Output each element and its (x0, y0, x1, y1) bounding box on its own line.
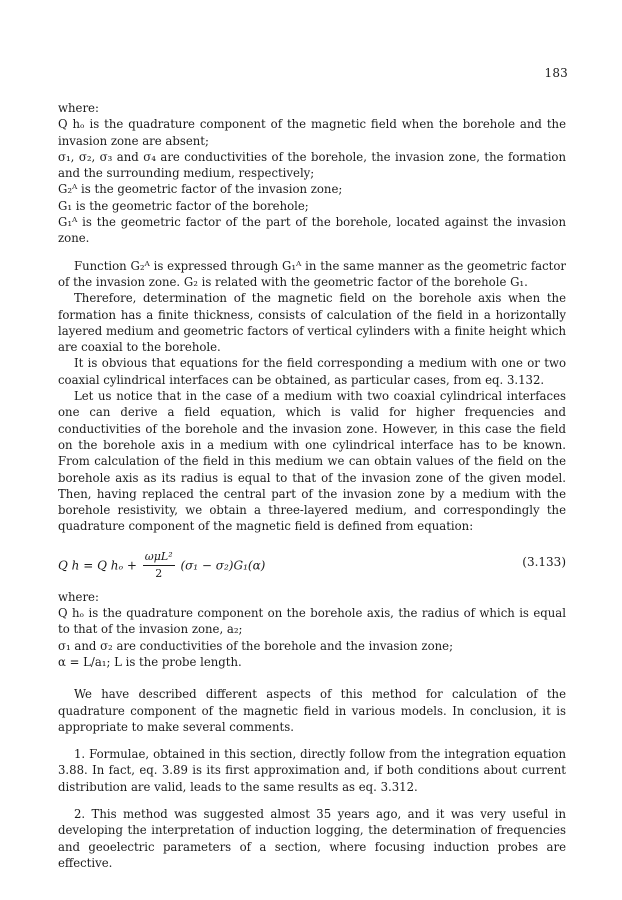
fraction-numerator: ωμL² (143, 549, 175, 566)
equation-rhs: (σ₁ − σ₂)G₁(α) (180, 558, 266, 573)
definition-line: Q hₒ is the quadrature component on the borehole axis, the radius of which is equal to that of the invasion zone, a₂; (58, 606, 566, 637)
where-label: where: (58, 589, 99, 604)
definition-line: G₁ᴬ is the geometric factor of the part of the borehole, located against the invasion zone. (58, 215, 566, 246)
equation-body (58, 549, 265, 583)
definition-line: Q hₒ is the quadrature component of the magnetic field when the borehole and the invasion zone are absent; (58, 117, 566, 148)
where-label: where: (58, 101, 99, 115)
paragraph: Function G₂ᴬ is expressed through G₁ᴬ in the same manner as the geometric factor of the invasion zone. G₂ is related with the geometric factor of the borehole G₁. (58, 258, 566, 289)
equation-3-133 (58, 541, 566, 583)
paragraph: Therefore, determination of the magnetic field on the borehole axis when the formation has a finite thickness, consists of calculation of the field in a horizontally layered medium and geometric factors of vertical cylinders with a finite height which are coaxial to the borehole. (58, 291, 566, 355)
equation-fraction (143, 549, 175, 583)
page-number: 183 (544, 66, 568, 80)
paragraph: It is obvious that equations for the field corresponding a medium with one or two coaxial cylindrical interfaces can be obtained, as particular cases, from eq. 3.132. (58, 356, 566, 387)
paragraph: Let us notice that in the case of a medium with two coaxial cylindrical interfaces one can derive a field equation, which is valid for higher frequencies and conductivities of the borehole and the invasion zone. However, in this case the field on the borehole axis in a medium with one cylindrical interface has to be known. From calculation of the field in this medium we can obtain values of the field on the borehole axis as its radius is equal to that of the invasion zone of the given model. Then, having replaced the central part of the invasion zone by a medium with the borehole resistivity, we obtain a three-layered medium, and correspondingly the quadrature component of the magnetic field is defined from equation: (58, 389, 566, 534)
definition-line: G₂ᴬ is the geometric factor of the invasion zone; (58, 182, 343, 197)
paragraph: We have described different aspects of this method for calculation of the quadrature component of the magnetic field in various models. In conclusion, it is appropriate to make several comments. (58, 687, 566, 734)
equation-number: (3.133) (522, 554, 566, 569)
fraction-denominator: 2 (155, 567, 163, 581)
page-content (58, 100, 566, 871)
numbered-comment: 2. This method was suggested almost 35 years ago, and it was very useful in developing the interpretation of induction logging, the determination of frequencies and geoelectric parameters of a section, where focusing induction probes are effective. (58, 806, 566, 870)
numbered-comment: 1. Formulae, obtained in this section, directly follow from the integration equation 3.88. In fact, eq. 3.89 is its first approximation and, if both conditions about current distribution are valid, leads to the same results as eq. 3.312. (58, 747, 566, 794)
definition-line: G₁ is the geometric factor of the borehole; (58, 198, 309, 213)
definition-line: σ₁, σ₂, σ₃ and σ₄ are conductivities of the borehole, the invasion zone, the formation and the surrounding medium, respectively; (58, 149, 566, 181)
equation-lhs: Q h = Q hₒ + (58, 558, 137, 573)
definition-line: α = L/a₁; L is the probe length. (58, 654, 242, 669)
definition-line: σ₁ and σ₂ are conductivities of the borehole and the invasion zone; (58, 638, 454, 653)
